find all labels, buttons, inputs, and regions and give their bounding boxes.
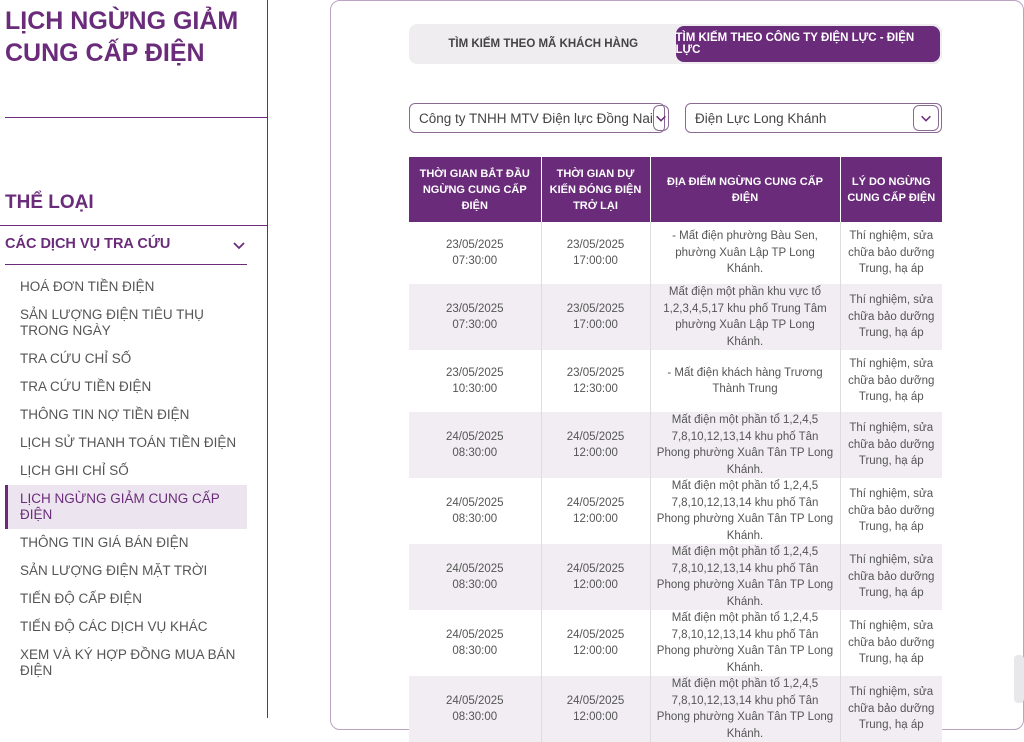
end-time: 12:30:00 bbox=[573, 383, 618, 395]
table-row bbox=[409, 412, 942, 478]
cell-start-time bbox=[409, 222, 541, 284]
sidebar bbox=[0, 0, 268, 718]
cell-reason: Thí nghiệm, sửa chữa bảo dưỡng Trung, hạ áp bbox=[840, 544, 942, 610]
cell-reason: Thí nghiệm, sửa chữa bảo dưỡng Trung, hạ áp bbox=[840, 284, 942, 350]
company-select[interactable] bbox=[409, 103, 665, 133]
cell-location: - Mất điện khách hàng Trương Thành Trung bbox=[650, 350, 840, 412]
cell-reason: Thí nghiệm, sửa chữa bảo dưỡng Trung, hạ áp bbox=[840, 350, 942, 412]
end-date: 23/05/2025 bbox=[566, 302, 625, 315]
start-date: 23/05/2025 bbox=[445, 302, 504, 315]
sidebar-item-payment-history[interactable]: LỊCH SỬ THANH TOÁN TIỀN ĐIỆN bbox=[20, 435, 237, 450]
start-time: 08:30:00 bbox=[452, 579, 498, 591]
cell-start-time bbox=[409, 478, 541, 544]
branch-select-arrow[interactable] bbox=[913, 105, 939, 131]
services-group-label: CÁC DỊCH VỤ TRA CỨU bbox=[5, 236, 171, 252]
title-divider bbox=[5, 117, 268, 118]
end-date: 23/05/2025 bbox=[566, 238, 625, 251]
cell-end-time bbox=[541, 676, 650, 742]
start-time: 07:30:00 bbox=[452, 319, 498, 331]
start-time: 08:30:00 bbox=[452, 513, 498, 525]
end-time: 12:00:00 bbox=[573, 579, 618, 591]
start-time: 10:30:00 bbox=[452, 383, 498, 395]
chevron-down-icon bbox=[919, 111, 933, 125]
cell-location: Mất điện một phần tổ 1,2,4,5 7,8,10,12,13,14 khu phố Tân Phong phường Xuân Tân TP Long Khánh. bbox=[650, 412, 840, 478]
cell-location: Mất điện một phần tổ 1,2,4,5 7,8,10,12,13,14 khu phố Tân Phong phường Xuân Tân TP Long Khánh. bbox=[650, 610, 840, 676]
chevron-down-icon bbox=[654, 111, 668, 125]
sidebar-item-other-services-progress[interactable]: TIẾN ĐỘ CÁC DỊCH VỤ KHÁC bbox=[20, 619, 208, 634]
cell-end-time bbox=[541, 544, 650, 610]
cell-start-time bbox=[409, 284, 541, 350]
table-row bbox=[409, 350, 942, 412]
search-tabs bbox=[409, 24, 942, 64]
cell-reason: Thí nghiệm, sửa chữa bảo dưỡng Trung, hạ áp bbox=[840, 676, 942, 742]
cell-end-time bbox=[541, 412, 650, 478]
scrollbar-thumb[interactable] bbox=[1014, 655, 1024, 703]
sidebar-item-invoice[interactable]: HOÁ ĐƠN TIỀN ĐIỆN bbox=[20, 279, 155, 294]
cell-end-time bbox=[541, 222, 650, 284]
end-time: 12:00:00 bbox=[573, 513, 618, 525]
sidebar-item-daily-consumption[interactable]: SẢN LƯỢNG ĐIỆN TIÊU THỤ TRONG NGÀY bbox=[20, 307, 204, 338]
outage-table bbox=[409, 157, 942, 742]
start-date: 23/05/2025 bbox=[445, 238, 504, 251]
table-row bbox=[409, 284, 942, 350]
end-time: 17:00:00 bbox=[573, 319, 618, 331]
cell-location: Mất điện một phần tổ 1,2,4,5 7,8,10,12,13,14 khu phố Tân Phong phường Xuân Tân TP Long Khánh. bbox=[650, 544, 840, 610]
cell-location: Mất điện một phần khu vực tổ 1,2,3,4,5,17 khu phố Trung Tâm phường Xuân Lập TP Long Khánh. bbox=[650, 284, 840, 350]
cell-location: Mất điện một phần tổ 1,2,4,5 7,8,10,12,13,14 khu phố Tân Phong phường Xuân Tân TP Long Khánh. bbox=[650, 676, 840, 742]
end-time: 12:00:00 bbox=[573, 711, 618, 723]
start-time: 08:30:00 bbox=[452, 447, 498, 459]
header-start-time: THỜI GIAN BẮT ĐẦU NGỪNG CUNG CẤP ĐIỆN bbox=[409, 157, 541, 222]
category-heading: THỂ LOẠI bbox=[5, 192, 94, 213]
chevron-down-icon bbox=[231, 237, 247, 253]
start-date: 24/05/2025 bbox=[445, 430, 504, 443]
start-date: 24/05/2025 bbox=[445, 496, 504, 509]
company-select-arrow[interactable] bbox=[653, 105, 669, 131]
page-title: LỊCH NGỪNG GIẢM CUNG CẤP ĐIỆN bbox=[5, 7, 239, 67]
table-row bbox=[409, 676, 942, 742]
table-row bbox=[409, 544, 942, 610]
cell-end-time bbox=[541, 284, 650, 350]
sidebar-item-price-info[interactable]: THÔNG TIN GIÁ BÁN ĐIỆN bbox=[20, 535, 189, 550]
header-end-time: THỜI GIAN DỰ KIẾN ĐÓNG ĐIỆN TRỞ LẠI bbox=[541, 157, 650, 222]
cell-end-time bbox=[541, 478, 650, 544]
sidebar-item-meter-index[interactable]: TRA CỨU CHỈ SỐ bbox=[20, 351, 132, 366]
tab-search-by-customer-code[interactable]: TÌM KIẾM THEO MÃ KHÁCH HÀNG bbox=[448, 38, 639, 50]
table-row bbox=[409, 610, 942, 676]
sidebar-item-contract[interactable]: XEM VÀ KÝ HỢP ĐỒNG MUA BÁN ĐIỆN bbox=[20, 647, 236, 678]
cell-start-time bbox=[409, 610, 541, 676]
start-date: 24/05/2025 bbox=[445, 562, 504, 575]
sidebar-item-reading-schedule[interactable]: LỊCH GHI CHỈ SỐ bbox=[20, 463, 129, 478]
end-date: 24/05/2025 bbox=[566, 694, 625, 707]
cell-end-time bbox=[541, 350, 650, 412]
end-time: 12:00:00 bbox=[573, 447, 618, 459]
header-location: ĐỊA ĐIỂM NGỪNG CUNG CẤP ĐIỆN bbox=[650, 157, 840, 222]
category-divider bbox=[0, 225, 268, 226]
table-row bbox=[409, 478, 942, 544]
end-time: 17:00:00 bbox=[573, 255, 618, 267]
sidebar-item-connection-progress[interactable]: TIẾN ĐỘ CẤP ĐIỆN bbox=[20, 591, 143, 606]
start-date: 24/05/2025 bbox=[445, 694, 504, 707]
branch-select-value: Điện Lực Long Khánh bbox=[695, 110, 827, 126]
end-date: 23/05/2025 bbox=[566, 366, 625, 379]
cell-start-time bbox=[409, 412, 541, 478]
cell-location: - Mất điện phường Bàu Sen, phường Xuân Lập TP Long Khánh. bbox=[650, 222, 840, 284]
header-reason: LÝ DO NGỪNG CUNG CẤP ĐIỆN bbox=[840, 157, 942, 222]
start-time: 08:30:00 bbox=[452, 645, 498, 657]
services-menu bbox=[5, 273, 247, 685]
cell-start-time bbox=[409, 350, 541, 412]
end-date: 24/05/2025 bbox=[566, 628, 625, 641]
table-row bbox=[409, 222, 942, 284]
end-date: 24/05/2025 bbox=[566, 496, 625, 509]
cell-reason: Thí nghiệm, sửa chữa bảo dưỡng Trung, hạ áp bbox=[840, 610, 942, 676]
cell-reason: Thí nghiệm, sửa chữa bảo dưỡng Trung, hạ áp bbox=[840, 222, 942, 284]
end-date: 24/05/2025 bbox=[566, 562, 625, 575]
tab-search-by-power-company[interactable]: TÌM KIẾM THEO CÔNG TY ĐIỆN LỰC - ĐIỆN LỰC bbox=[676, 26, 941, 62]
start-time: 08:30:00 bbox=[452, 711, 498, 723]
table-header-row bbox=[409, 157, 942, 222]
outage-table-body bbox=[409, 222, 942, 742]
cell-reason: Thí nghiệm, sửa chữa bảo dưỡng Trung, hạ áp bbox=[840, 478, 942, 544]
sidebar-item-solar-output[interactable]: SẢN LƯỢNG ĐIỆN MẶT TRỜI bbox=[20, 563, 208, 578]
end-date: 24/05/2025 bbox=[566, 430, 625, 443]
branch-select[interactable] bbox=[685, 103, 942, 133]
cell-start-time bbox=[409, 676, 541, 742]
services-group-toggle[interactable] bbox=[5, 236, 247, 265]
sidebar-item-debt-info[interactable]: THÔNG TIN NỢ TIỀN ĐIỆN bbox=[20, 407, 190, 422]
start-date: 24/05/2025 bbox=[445, 628, 504, 641]
start-date: 23/05/2025 bbox=[445, 366, 504, 379]
end-time: 12:00:00 bbox=[573, 645, 618, 657]
cell-start-time bbox=[409, 544, 541, 610]
outage-table-container bbox=[409, 157, 942, 742]
sidebar-item-electricity-cost[interactable]: TRA CỨU TIỀN ĐIỆN bbox=[20, 379, 152, 394]
company-select-value: Công ty TNHH MTV Điện lực Đồng Nai bbox=[419, 110, 653, 126]
cell-location: Mất điện một phần tổ 1,2,4,5 7,8,10,12,13,14 khu phố Tân Phong phường Xuân Tân TP Long Khánh. bbox=[650, 478, 840, 544]
sidebar-item-outage-schedule[interactable]: LỊCH NGỪNG GIẢM CUNG CẤP ĐIỆN bbox=[5, 485, 247, 529]
cell-end-time bbox=[541, 610, 650, 676]
start-time: 07:30:00 bbox=[452, 255, 498, 267]
cell-reason: Thí nghiệm, sửa chữa bảo dưỡng Trung, hạ áp bbox=[840, 412, 942, 478]
